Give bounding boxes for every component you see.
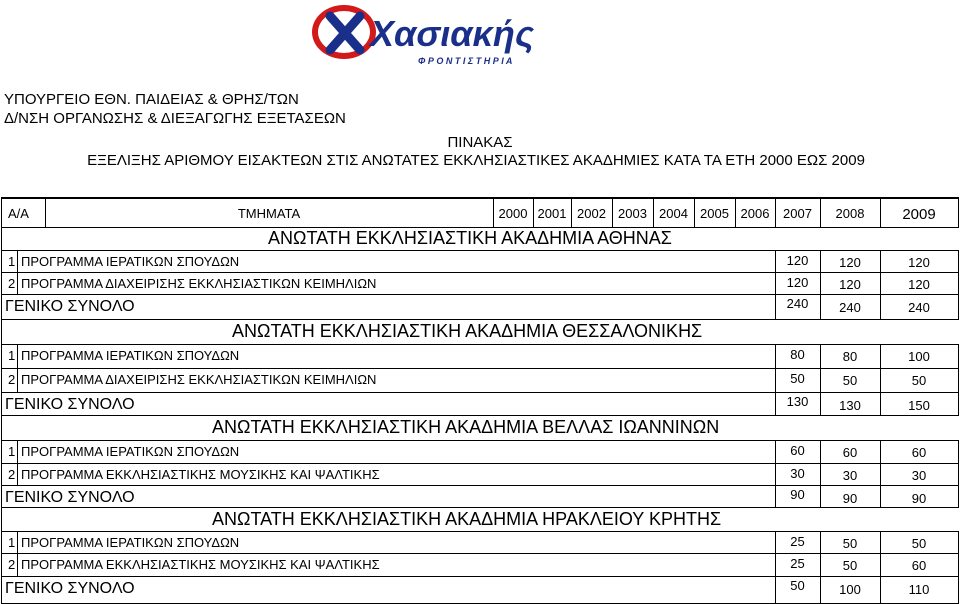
column-border: [958, 272, 959, 294]
year-header: 2003: [618, 206, 647, 221]
column-border: [17, 250, 18, 272]
value-2008: 50: [842, 558, 858, 573]
total-value-2008: 240: [839, 300, 861, 315]
institution-title: ΑΝΩΤΑΤΗ ΕΚΚΛΗΣΙΑΣΤΙΚΗ ΑΚΑΔΗΜΙΑ ΑΘΗΝΑΣ: [268, 228, 672, 248]
row-border: [1, 415, 959, 416]
year-header: 2006: [740, 206, 770, 221]
value-2007: 50: [790, 371, 805, 386]
department-name: ΠΡΟΓΡΑΜΜΑ ΙΕΡΑΤΙΚΩΝ ΣΠΟΥΔΩΝ: [21, 254, 240, 269]
total-value-2008: 130: [839, 398, 861, 413]
total-value-2009: 150: [908, 398, 930, 413]
column-border: [17, 440, 18, 463]
value-2007: 30: [790, 466, 805, 481]
department-name: ΠΡΟΓΡΑΜΜΑ ΕΚΚΛΗΣΙΑΣΤΙΚΗΣ ΜΟΥΣΙΚΗΣ ΚΑΙ ΨΑΛΤΙΚΗΣ: [21, 557, 380, 572]
total-value-2008: 100: [839, 582, 861, 597]
total-value-2009: 110: [908, 582, 930, 597]
row-border: [1, 531, 959, 532]
row-border: [1, 553, 959, 554]
row-number: 2: [8, 557, 16, 572]
value-2008: 50: [842, 536, 858, 551]
value-2008: 120: [839, 255, 861, 270]
column-header-departments: ΤΜΗΜΑΤΑ: [237, 206, 301, 221]
value-2008: 30: [842, 468, 858, 483]
row-border: [1, 250, 959, 251]
column-border: [1, 197, 2, 227]
value-2007: 25: [790, 556, 805, 571]
logo-tagline-text: Φ Ρ Ο Ν Τ Ι Σ Τ Η Ρ Ι Α: [418, 56, 513, 66]
year-header: 2005: [700, 206, 729, 221]
department-name: ΠΡΟΓΡΑΜΜΑ ΙΕΡΑΤΙΚΩΝ ΣΠΟΥΔΩΝ: [21, 348, 240, 363]
column-border: [958, 553, 959, 576]
total-value-2007: 130: [786, 394, 809, 409]
brand-logo: [308, 2, 580, 70]
column-border: [958, 197, 959, 227]
column-border: [958, 368, 959, 392]
table-title: ΠΙΝΑΚΑΣ: [447, 134, 513, 151]
ministry-text: ΥΠΟΥΡΓΕΙΟ ΕΘΝ. ΠΑΙΔΕΙΑΣ & ΘΡΗΣ/ΤΩΝ: [4, 91, 299, 108]
column-border: [958, 531, 959, 553]
value-2007: 80: [790, 347, 805, 362]
row-number: 2: [8, 372, 16, 387]
column-border: [958, 250, 959, 272]
row-border: [1, 319, 959, 320]
row-border: [1, 272, 959, 273]
year-header: 2002: [577, 206, 606, 221]
column-border: [17, 531, 18, 553]
institution-title: ΑΝΩΤΑΤΗ ΕΚΚΛΗΣΙΑΣΤΙΚΗ ΑΚΑΔΗΜΙΑ ΘΕΣΣΑΛΟΝΙΚΗΣ: [232, 321, 703, 341]
total-label: ΓΕΝΙΚΟ ΣΥΝΟΛΟ: [5, 489, 135, 506]
total-value-2009: 90: [911, 491, 927, 506]
row-number: 1: [8, 444, 16, 459]
row-number: 1: [8, 254, 16, 269]
value-2007: 60: [790, 443, 805, 458]
year-header: 2007: [783, 206, 812, 221]
total-value-2007: 240: [786, 296, 809, 311]
column-border: [958, 576, 959, 604]
column-border: [1, 227, 2, 604]
value-2008: 120: [839, 277, 861, 292]
department-name: ΠΡΟΓΡΑΜΜΑ ΙΕΡΑΤΙΚΩΝ ΣΠΟΥΔΩΝ: [21, 444, 240, 459]
value-2008: 80: [842, 349, 858, 364]
department-name: ΠΡΟΓΡΑΜΜΑ ΙΕΡΑΤΙΚΩΝ ΣΠΟΥΔΩΝ: [21, 535, 240, 550]
value-2009: 50: [911, 536, 927, 551]
department-name: ΠΡΟΓΡΑΜΜΑ ΔΙΑΧΕΙΡΙΣΗΣ ΕΚΚΛΗΣΙΑΣΤΙΚΩΝ ΚΕΙΜΗΛΙΩΝ: [21, 276, 377, 291]
column-border: [17, 272, 18, 294]
row-border: [1, 197, 959, 199]
value-2009: 60: [911, 445, 927, 460]
column-border: [958, 392, 959, 416]
row-border: [1, 344, 959, 345]
column-header-aa: Α/Α: [8, 206, 29, 221]
column-border: [958, 463, 959, 485]
table-subtitle: ΕΞΕΛΙΞΗΣ ΑΡΙΘΜΟΥ ΕΙΣΑΚΤΕΩΝ ΣΤΙΣ ΑΝΩΤΑΤΕΣ ΕΚΚΛΗΣΙΑΣΤΙΚΕΣ ΑΚΑΔΗΜΙΕΣ ΚΑΤΑ ΤΑ ΕΤΗ 2000 ΕΩΣ 2009: [87, 152, 865, 169]
column-border: [958, 344, 959, 368]
column-border: [958, 294, 959, 320]
total-label: ΓΕΝΙΚΟ ΣΥΝΟΛΟ: [5, 298, 135, 315]
row-border: [1, 392, 959, 393]
column-border: [17, 368, 18, 392]
value-2007: 120: [786, 275, 809, 290]
department-name: ΠΡΟΓΡΑΜΜΑ ΕΚΚΛΗΣΙΑΣΤΙΚΗΣ ΜΟΥΣΙΚΗΣ ΚΑΙ ΨΑΛΤΙΚΗΣ: [21, 467, 380, 482]
value-2008: 60: [842, 445, 858, 460]
total-value-2009: 240: [908, 300, 930, 315]
institution-title: ΑΝΩΤΑΤΗ ΕΚΚΛΗΣΙΑΣΤΙΚΗ ΑΚΑΔΗΜΙΑ ΒΕΛΛΑΣ ΙΩΑΝΝΙΝΩΝ: [212, 417, 720, 437]
value-2008: 50: [842, 373, 858, 388]
value-2009: 100: [908, 349, 930, 364]
row-number: 2: [8, 467, 16, 482]
total-value-2008: 90: [842, 491, 858, 506]
value-2007: 120: [786, 253, 809, 268]
row-border: [1, 294, 959, 295]
column-border: [17, 463, 18, 485]
row-number: 1: [8, 535, 16, 550]
logo-brand-text: Χασιακής: [370, 13, 535, 54]
value-2009: 120: [908, 277, 930, 292]
value-2009: 30: [911, 468, 927, 483]
row-border: [1, 368, 959, 369]
row-border: [1, 576, 959, 577]
directorate-text: Δ/ΝΣΗ ΟΡΓΑΝΩΣΗΣ & ΔΙΕΞΑΓΩΓΗΣ ΕΞΕΤΑΣΕΩΝ: [4, 110, 346, 127]
row-border: [1, 507, 959, 508]
row-border: [1, 440, 959, 441]
institution-title: ΑΝΩΤΑΤΗ ΕΚΚΛΗΣΙΑΣΤΙΚΗ ΑΚΑΔΗΜΙΑ ΗΡΑΚΛΕΙΟΥ ΚΡΗΤΗΣ: [212, 509, 722, 529]
total-label: ΓΕΝΙΚΟ ΣΥΝΟΛΟ: [5, 580, 135, 597]
column-border: [17, 344, 18, 368]
row-number: 2: [8, 276, 16, 291]
row-number: 1: [8, 348, 16, 363]
year-header: 2001: [537, 206, 567, 221]
year-header: 2000: [498, 206, 528, 221]
department-name: ΠΡΟΓΡΑΜΜΑ ΔΙΑΧΕΙΡΙΣΗΣ ΕΚΚΛΗΣΙΑΣΤΙΚΩΝ ΚΕΙΜΗΛΙΩΝ: [21, 372, 377, 387]
value-2007: 25: [790, 534, 805, 549]
value-2009: 50: [911, 373, 927, 388]
column-border: [958, 485, 959, 508]
year-header: 2009: [902, 206, 936, 223]
total-label: ΓΕΝΙΚΟ ΣΥΝΟΛΟ: [5, 396, 135, 413]
year-header: 2008: [835, 206, 865, 221]
total-value-2007: 90: [790, 487, 805, 502]
value-2009: 60: [911, 558, 927, 573]
year-header: 2004: [659, 206, 688, 221]
column-border: [17, 553, 18, 576]
row-border: [1, 485, 959, 486]
total-value-2007: 50: [790, 578, 805, 593]
value-2009: 120: [908, 255, 930, 270]
column-border: [958, 440, 959, 463]
row-border: [1, 463, 959, 464]
